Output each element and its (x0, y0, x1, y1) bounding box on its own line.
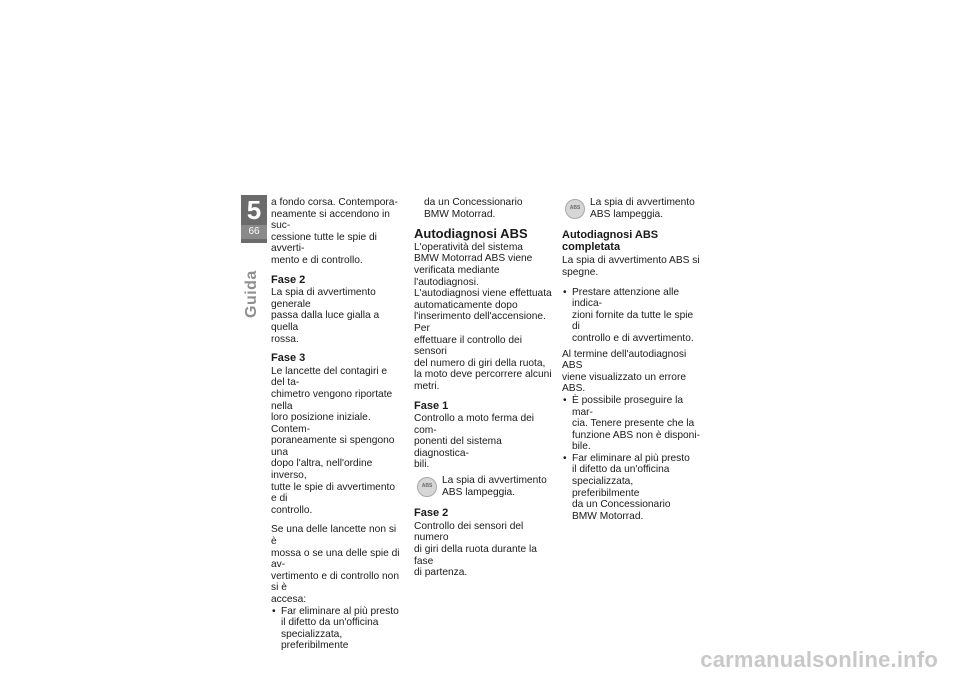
list-item: • È possibile proseguire la mar- cia. Tenere presente che la funzione ABS non è disponi- bile. (562, 395, 700, 453)
fault-list (271, 606, 403, 652)
warning-text: La spia di avvertimento ABS lampeggia. (442, 475, 547, 498)
phase-2-text: La spia di avvertimento generale passa dalla luce gialla a quella rossa. (271, 287, 380, 345)
abs-error-text: Al termine dell'autodiagnosi ABS viene visualizzato un errore ABS. (562, 348, 687, 395)
phase-2-heading: Fase 2 (271, 273, 306, 286)
column-1 (271, 197, 403, 656)
abs-warning-note (414, 475, 552, 498)
abs-complete-heading: Autodiagnosi ABS completata (562, 229, 659, 253)
continuation-text: da un Concessionario BMW Motorrad. (424, 197, 523, 220)
list-item: • Prestare attenzione alle indica- zioni fornite da tutte le spie di controllo e di avvertimento. (562, 287, 700, 345)
chapter-marker (241, 195, 267, 243)
abs-complete-text: La spia di avvertimento ABS si spegne. (562, 255, 700, 278)
list-item: • Far eliminare al più presto il difetto da un'officina specializzata, preferibilmente da un Concessionario BMW Motorrad. (562, 453, 700, 523)
phase-1-text: Controllo a moto ferma dei com- ponenti del sistema diagnostica- bili. (414, 413, 535, 471)
page-number: 66 (241, 225, 267, 239)
chapter-number: 5 (246, 195, 262, 225)
phase-2-heading: Fase 2 (414, 507, 449, 520)
watermark: carmanualsonline.info (700, 647, 938, 672)
abs-intro-text: L'operatività del sistema BMW Motorrad ABS viene verificata mediante l'autodiagnosi. L'autodiagnosi viene effettuata automaticamente dopo l'inserimento dell'accensione. Per effettuare il controllo dei sensori del numero di giri della ruota, la moto deve percorrere alcuni metri. (414, 241, 552, 392)
abs-warning-icon: ABS (565, 199, 585, 219)
list-item: • Far eliminare al più presto il difetto da un'officina specializzata, preferibilmente (271, 606, 403, 652)
note-list (562, 287, 700, 345)
error-list (562, 395, 700, 523)
column-2 (414, 197, 552, 587)
chapter-title: Guida (243, 270, 260, 318)
intro-paragraph: a fondo corsa. Contempora- neamente si accendono in suc- cessione tutte le spie di avverti- mento e di controllo. (271, 197, 398, 266)
fault-text: Se una delle lancette non si è mossa o se una delle spie di av- vertimento e di controllo non si è accesa: (271, 524, 400, 605)
abs-selftest-heading: Autodiagnosi ABS (414, 226, 528, 242)
column-3 (562, 197, 700, 526)
warning-text: La spia di avvertimento ABS lampeggia. (590, 197, 695, 220)
phase-2-text: Controllo dei sensori del numero di giri della ruota durante la fase di partenza. (414, 520, 537, 579)
phase-1-heading: Fase 1 (414, 399, 449, 412)
phase-3-text: Le lancette del contagiri e del ta- chimetro vengono riportate nella loro posizione iniziale. Contem- poraneamente si spengono una dopo l'altra, nell'ordine inverso, tutte le spie di avvertimento e di controllo. (271, 365, 396, 516)
abs-warning-icon: ABS (417, 477, 437, 497)
abs-warning-note (562, 197, 700, 220)
phase-3-heading: Fase 3 (271, 352, 306, 365)
